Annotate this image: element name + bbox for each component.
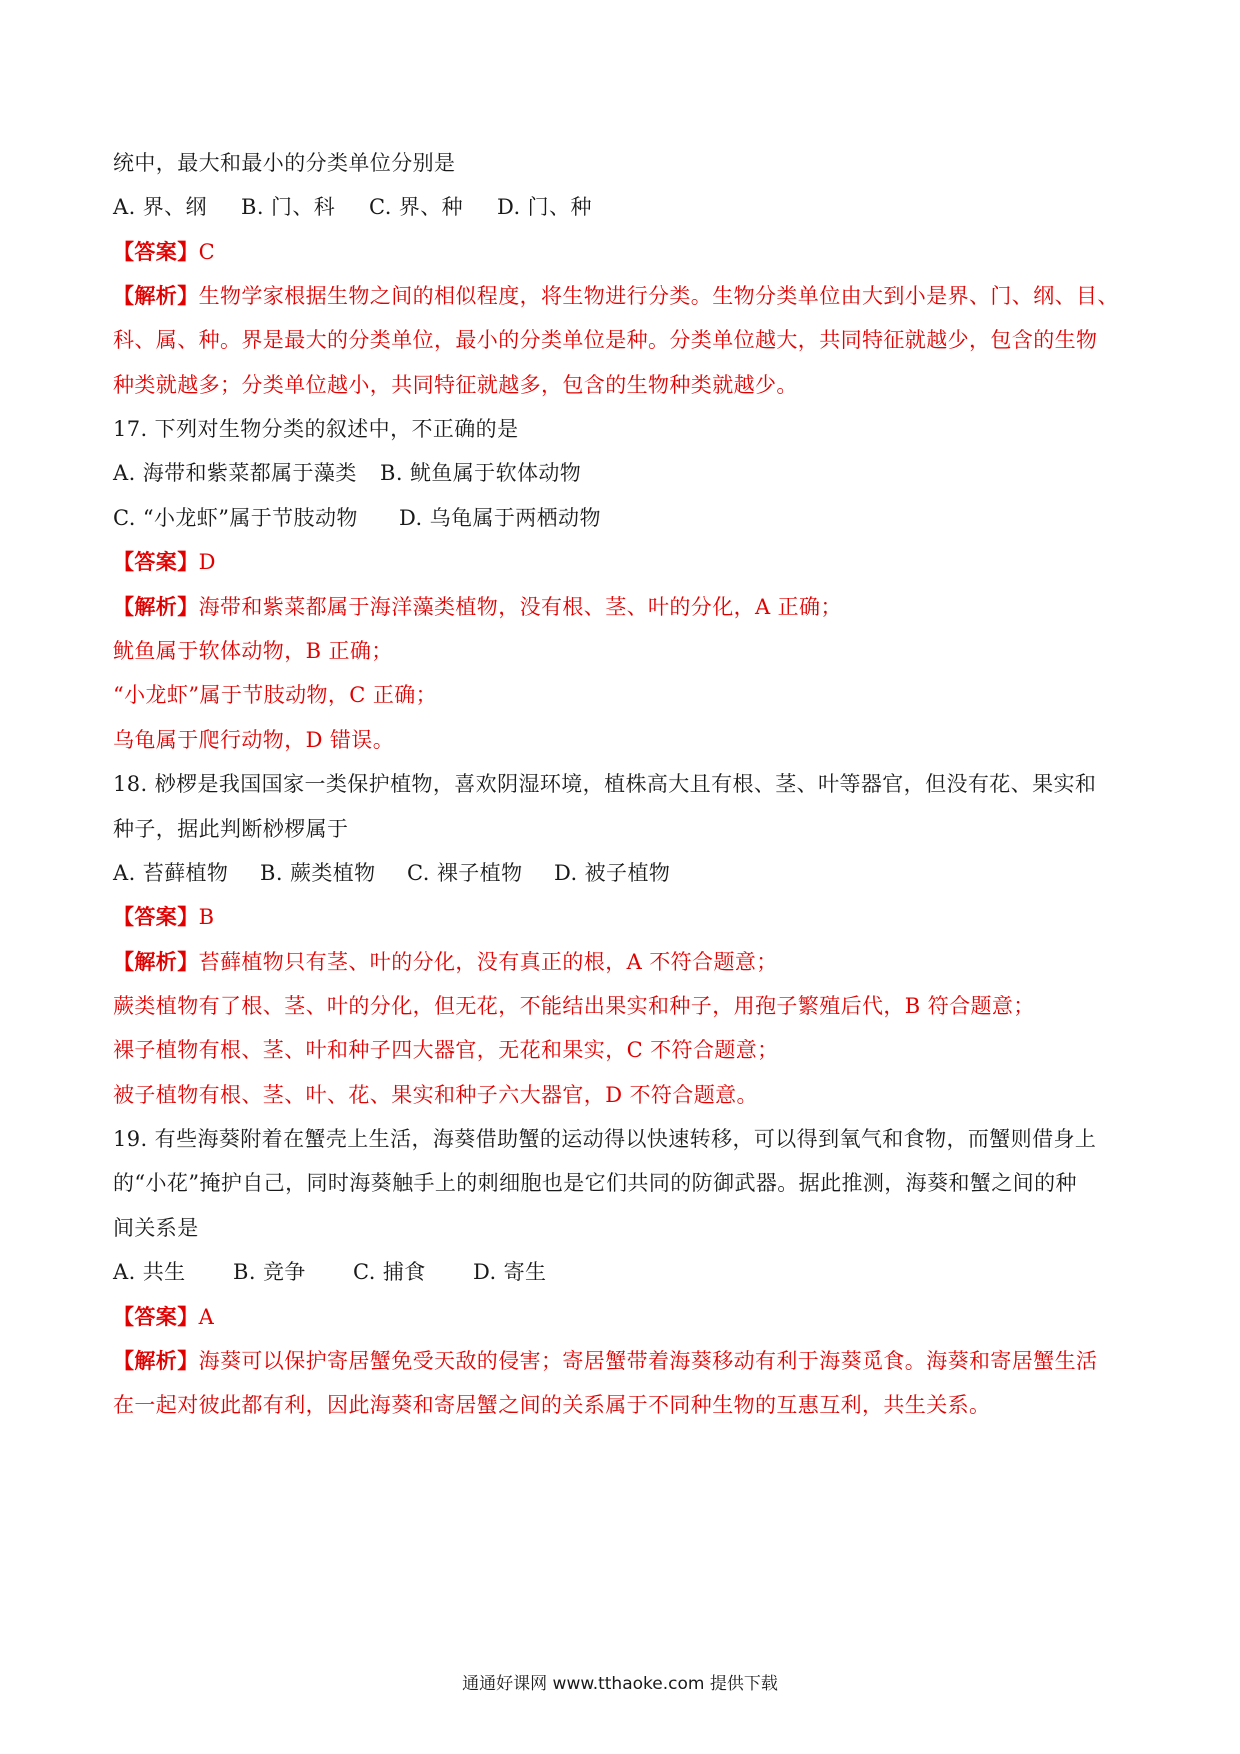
q19-options (113, 1257, 546, 1287)
q18-analysis-line: 裸子植物有根、茎、叶和种子四大器官，无花和果实，C 不符合题意； (113, 1038, 779, 1062)
q17-options-row2 (113, 503, 601, 533)
q16-option-c: C. 界、种 (369, 195, 464, 219)
q18-analysis-line: 被子植物有根、茎、叶、花、果实和种子六大器官，D 不符合题意。 (113, 1083, 758, 1107)
answer-value: D (198, 550, 216, 574)
q19-stem: 19. 有些海葵附着在蟹壳上生活，海葵借助蟹的运动得以快速转移，可以得到氧气和食物，而蟹则借身上 (113, 1127, 1097, 1151)
q19-option-d: D. 寄生 (473, 1260, 547, 1284)
q17-analysis-line (113, 592, 842, 622)
q16-analysis-line: 种类就越多；分类单位越小，共同特征就越多，包含的生物种类就越少。 (113, 373, 798, 397)
q16-analysis-line: 科、属、种。界是最大的分类单位，最小的分类单位是种。分类单位越大，共同特征就越少，包含的生物 (113, 328, 1098, 352)
q17-option-b: B. 鱿鱼属于软体动物 (380, 461, 582, 485)
q18-options (113, 858, 670, 888)
q18-analysis-line: 蕨类植物有了根、茎、叶的分化，但无花，不能结出果实和种子，用孢子繁殖后代，B 符合题意； (113, 994, 1035, 1018)
q19-stem: 的“小花”掩护自己，同时海葵触手上的刺细胞也是它们共同的防御武器。据此推测，海葵和蟹之间的种 (113, 1171, 1077, 1195)
analysis-tag: 【解析】 (113, 594, 199, 619)
q18-stem: 种子，据此判断桫椤属于 (113, 817, 349, 841)
q16-answer (113, 237, 215, 267)
q17-analysis-line: 鱿鱼属于软体动物，B 正确； (113, 639, 393, 663)
answer-value: C (198, 240, 216, 264)
q18-option-c: C. 裸子植物 (407, 861, 523, 885)
q19-answer (113, 1302, 214, 1332)
answer-tag: 【答案】 (113, 549, 199, 574)
q18-option-a: A. 苔藓植物 (113, 861, 229, 885)
q19-analysis-line: 在一起对彼此都有利，因此海葵和寄居蟹之间的关系属于不同种生物的互惠互利，共生关系。 (113, 1393, 991, 1417)
q18-option-d: D. 被子植物 (554, 861, 671, 885)
q17-analysis-line: 乌龟属于爬行动物，D 错误。 (113, 728, 395, 752)
q17-option-d: D. 乌龟属于两栖动物 (399, 506, 601, 530)
q16-stem: 统中，最大和最小的分类单位分别是 (113, 151, 456, 175)
answer-value: B (198, 905, 215, 929)
q18-answer (113, 902, 214, 932)
analysis-tag: 【解析】 (113, 949, 199, 974)
answer-value: A (198, 1305, 215, 1329)
q18-stem: 18. 桫椤是我国国家一类保护植物，喜欢阴湿环境，植株高大且有根、茎、叶等器官，但没有花、果实和 (113, 772, 1097, 796)
page-footer: 通通好课网 www.tthaoke.com 提供下载 (462, 1674, 778, 1694)
analysis-text: 生物学家根据生物之间的相似程度，将生物进行分类。生物分类单位由大到小是界、门、纲、目、 (198, 284, 1119, 308)
q17-option-a: A. 海带和紫菜都属于藻类 (113, 461, 357, 485)
answer-tag: 【答案】 (113, 904, 199, 929)
q17-stem: 17. 下列对生物分类的叙述中，不正确的是 (113, 417, 519, 441)
q19-analysis-line (113, 1346, 1097, 1376)
q19-option-b: B. 竞争 (233, 1260, 306, 1284)
analysis-text: 苔藓植物只有茎、叶的分化，没有真正的根，A 不符合题意； (198, 950, 778, 974)
q16-analysis-line (113, 281, 1119, 311)
analysis-text: 海葵可以保护寄居蟹免受天敌的侵害；寄居蟹带着海葵移动有利于海葵觅食。海葵和寄居蟹生活 (198, 1349, 1098, 1373)
q16-option-a: A. 界、纲 (113, 195, 207, 219)
q16-option-b: B. 门、科 (241, 195, 336, 219)
analysis-tag: 【解析】 (113, 1348, 199, 1373)
q17-options-row1 (113, 458, 581, 488)
analysis-text: 海带和紫菜都属于海洋藻类植物，没有根、茎、叶的分化，A 正确； (198, 595, 842, 619)
q17-answer (113, 547, 216, 577)
q18-analysis-line (113, 947, 778, 977)
analysis-tag: 【解析】 (113, 283, 199, 308)
answer-tag: 【答案】 (113, 1304, 199, 1329)
answer-tag: 【答案】 (113, 239, 199, 264)
q19-option-c: C. 捕食 (353, 1260, 426, 1284)
q17-analysis-line: “小龙虾”属于节肢动物，C 正确； (113, 683, 438, 707)
q19-option-a: A. 共生 (113, 1260, 186, 1284)
q17-option-c: C. “小龙虾”属于节肢动物 (113, 506, 358, 530)
q18-option-b: B. 蕨类植物 (260, 861, 376, 885)
q16-option-d: D. 门、种 (497, 195, 592, 219)
q19-stem: 间关系是 (113, 1216, 199, 1240)
q16-options (113, 192, 592, 222)
